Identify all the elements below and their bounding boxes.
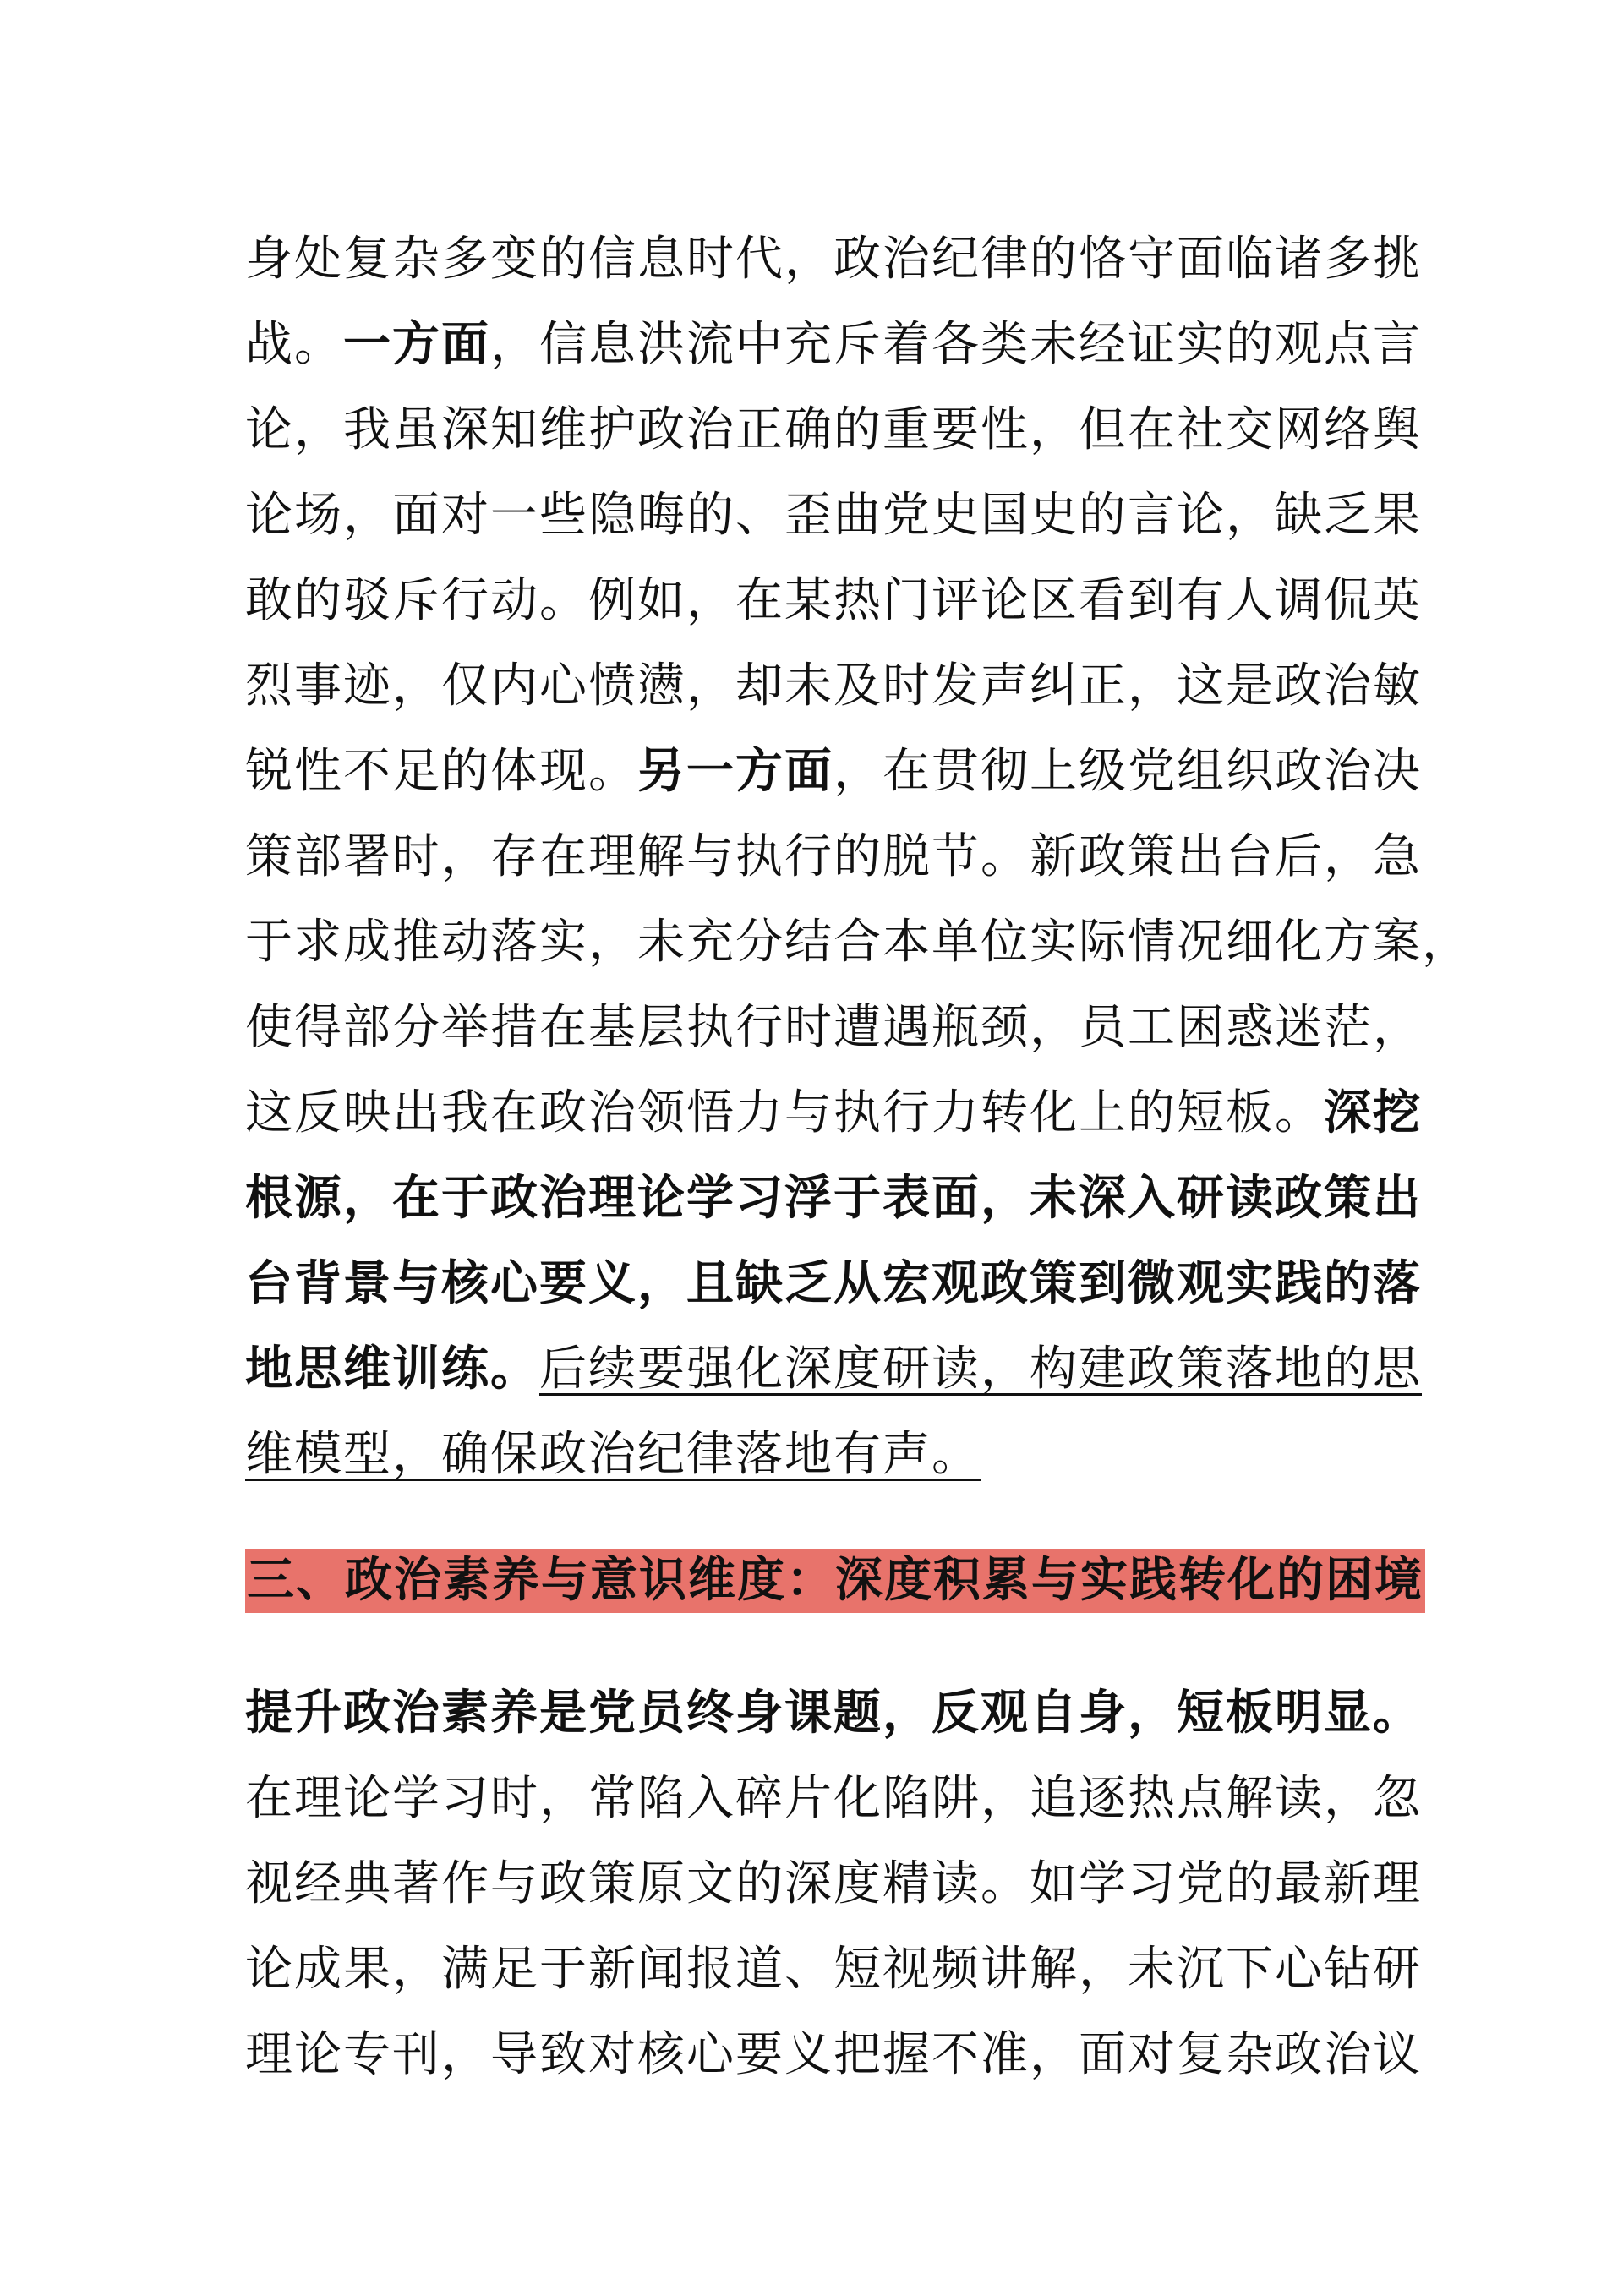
section-three-heading: 三、政治素养与意识维度：深度积累与实践转化的困境 — [245, 1549, 1425, 1613]
body-text: 战。 — [245, 317, 343, 372]
text-line — [245, 729, 1422, 814]
text-line — [245, 643, 1422, 729]
bold-text: 另一方面 — [637, 744, 833, 799]
body-text: 论成果，满足于新闻报道、短视频讲解，未沉下心钻研 — [245, 1942, 1422, 1997]
body-text: 论场，面对一些隐晦的、歪曲党史国史的言论，缺乏果 — [245, 488, 1422, 543]
body-text: 锐性不足的体现。 — [245, 744, 637, 799]
text-line — [245, 985, 1422, 1070]
text-line — [245, 1756, 1422, 1841]
underlined-text: 维模型，确保政治纪律落地有声。 — [245, 1427, 981, 1482]
bold-text: 深挖 — [1324, 1085, 1422, 1140]
section-three-paragraph — [245, 1670, 1422, 2097]
text-line — [245, 473, 1422, 558]
bold-text: 一方面 — [343, 317, 490, 372]
text-line — [245, 1070, 1422, 1156]
bold-text: 台背景与核心要义，且缺乏从宏观政策到微观实践的落 — [245, 1256, 1422, 1311]
text-line — [245, 1326, 1422, 1412]
body-text: 视经典著作与政策原文的深度精读。如学习党的最新理 — [245, 1856, 1422, 1911]
text-line — [245, 216, 1422, 302]
text-line — [245, 1670, 1422, 1756]
body-text: 这反映出我在政治领悟力与执行力转化上的短板。 — [245, 1085, 1324, 1140]
body-text: ，信息洪流中充斥着各类未经证实的观点言 — [490, 317, 1422, 372]
body-text: 策部署时，存在理解与执行的脱节。新政策出台后，急 — [245, 829, 1422, 884]
body-text: 烈事迹，仅内心愤懑，却未及时发声纠正，这是政治敏 — [245, 659, 1422, 713]
text-line — [245, 899, 1471, 985]
text-line — [245, 1241, 1422, 1326]
body-text: 在理论学习时，常陷入碎片化陷阱，追逐热点解读，忽 — [245, 1771, 1422, 1826]
text-line — [245, 1927, 1422, 2012]
body-text: 身处复杂多变的信息时代，政治纪律的恪守面临诸多挑 — [245, 232, 1422, 287]
text-line — [245, 1156, 1422, 1241]
body-text: 论，我虽深知维护政治正确的重要性，但在社交网络舆 — [245, 402, 1422, 457]
text-line — [245, 2012, 1422, 2097]
body-text: 于求成推动落实，未充分结合本单位实际情况细化方案， — [245, 915, 1471, 970]
body-text: 敢的驳斥行动。例如，在某热门评论区看到有人调侃英 — [245, 573, 1422, 628]
text-line — [245, 558, 1422, 643]
text-line — [245, 387, 1422, 473]
body-text: 理论专刊，导致对核心要义把握不准，面对复杂政治议 — [245, 2027, 1422, 2082]
bold-text: 提升政治素养是党员终身课题，反观自身，短板明显。 — [245, 1686, 1422, 1741]
section-two-paragraph — [245, 216, 1471, 1497]
body-text: 使得部分举措在基层执行时遭遇瓶颈，员工困惑迷茫， — [245, 1000, 1422, 1055]
text-line — [245, 814, 1422, 899]
body-text: ，在贯彻上级党组织政治决 — [833, 744, 1422, 799]
text-line — [245, 302, 1422, 387]
bold-text: 根源，在于政治理论学习浮于表面，未深入研读政策出 — [245, 1171, 1422, 1226]
text-line — [245, 1412, 1395, 1497]
text-line — [245, 1841, 1422, 1927]
bold-text: 地思维训练。 — [245, 1342, 539, 1397]
underlined-text: 后续要强化深度研读，构建政策落地的思 — [539, 1342, 1422, 1397]
